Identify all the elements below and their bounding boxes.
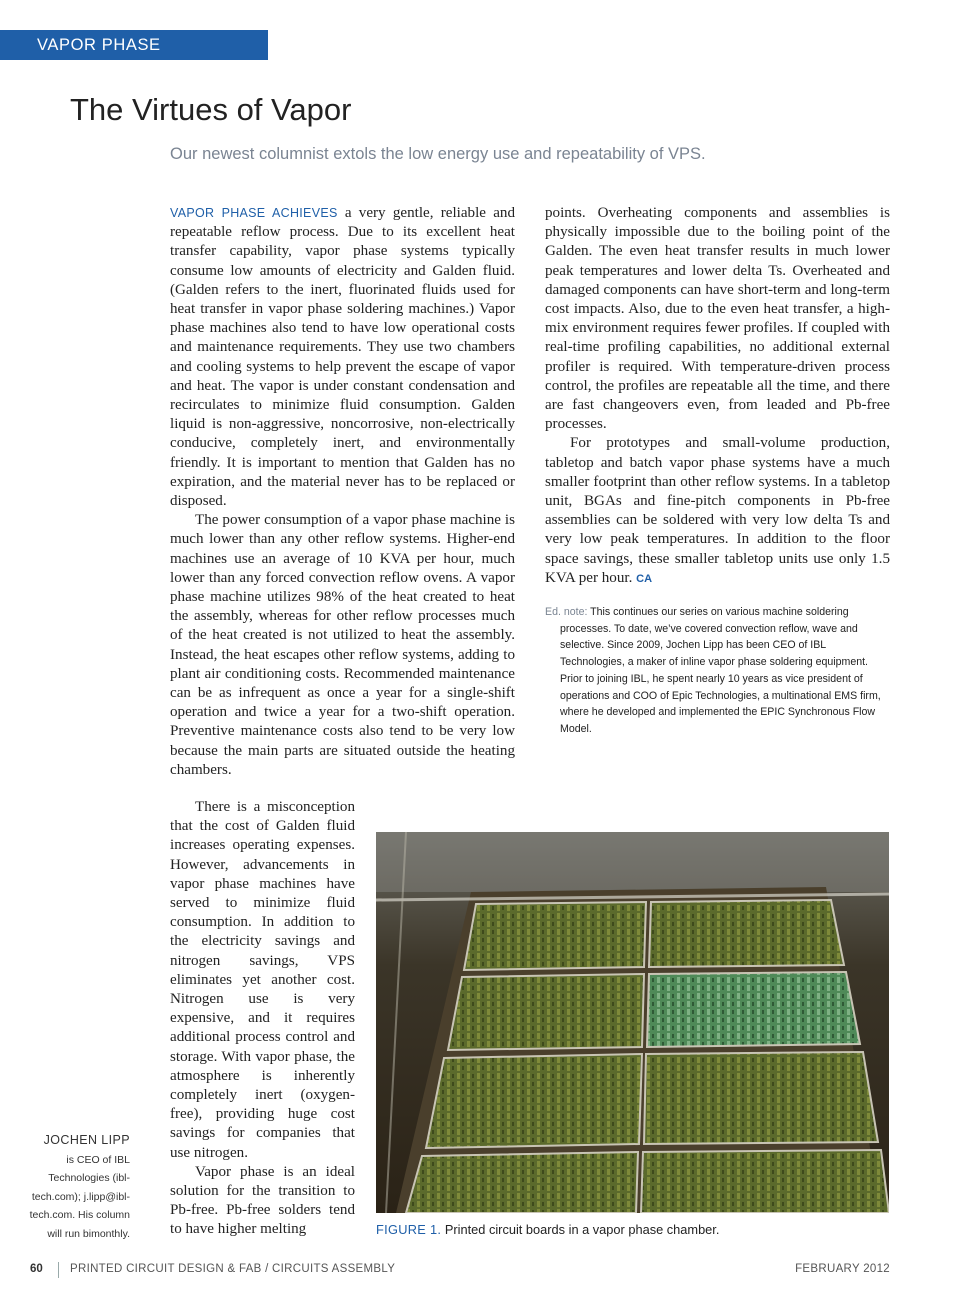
figure-caption-text: Printed circuit boards in a vapor phase chamber.: [444, 1222, 720, 1237]
lead-in: VAPOR PHASE ACHIEVES: [170, 206, 338, 220]
article-title: The Virtues of Vapor: [70, 92, 352, 127]
publication-name: PRINTED CIRCUIT DESIGN & FAB / CIRCUITS ASSEMBLY: [70, 1263, 396, 1275]
paragraph-6-text: For prototypes and small-volume production, tabletop and batch vapor phase systems have a much smaller footprint than other reflow systems. In a tabletop unit, BGAs and fine-pitch components in Pb-free assemblies can be soldered with very low delta Ts and very low peak temperatures. In addition to the floor space savings, these smaller tabletop units use only 1.5 KVA per hour.: [545, 435, 890, 586]
figure-photo: [376, 832, 889, 1213]
article-deck: Our newest columnist extols the low energy use and repeatability of VPS.: [170, 145, 706, 163]
author-bio: [20, 1131, 130, 1243]
editor-note-label: Ed. note:: [545, 606, 588, 618]
paragraph-1-text: a very gentle, reliable and repeatable reflow process. Due to its excellent heat transfer capability, vapor phase systems typically consume low amounts of electricity and Galden fluid. (Galden refers to the inert, fluorinated fluids used for heat transfer in vapor phase soldering machines.) Vapor phase machines also tend to have low operational costs and maintenance requirements. They use two chambers and cooling systems to help prevent the escape of vapor and heat. The vapor is under constant condensation and recirculates to minimize fluid consumption. Galden liquid is non-aggressive, noncorrosive, non-electrically conducive, completely inert, and environmentally friendly. It is important to mention that Galden has no expiration, and the material never has to be replaced or disposed.: [170, 205, 515, 510]
figure-caption: [376, 1222, 719, 1237]
paragraph-3: There is a misconception that the cost of Galden fluid increases operating expenses. However, advancements in vapor phase machines have served to minimize fluid consumption. In addition to the electricity savings and nitrogen savings, VPS eliminates yet another cost. Nitrogen use is very expensive, and it requires additional process control and storage. With vapor phase, the atmosphere is inherently completely inert (oxygen-free), providing huge cost savings for companies that use nitrogen.: [170, 799, 355, 1161]
column-1-narrow: [170, 798, 355, 1240]
footer-divider: [58, 1262, 59, 1278]
column-1: [170, 204, 515, 780]
section-tag: VAPOR PHASE SOLDERING: [0, 30, 268, 60]
page-number: 60: [30, 1263, 43, 1275]
author-name: JOCHEN LIPP: [43, 1133, 130, 1147]
author-bio-text: is CEO of IBL Technologies (ibl-tech.com); j.lipp@ibl-tech.com. His column will run bimonthly.: [29, 1153, 130, 1240]
editor-note-text: This continues our series on various machine soldering processes. To date, we’ve covered convection reflow, wave and selective. Since 2009, Jochen Lipp has been CEO of IBL Technologies, a maker of inline vapor phase soldering equipment. Prior to joining IBL, he spent nearly 10 years as vice president of operations and COO of Epic Technologies, a multinational EMS firm, where he developed and implemented the EPIC Synchronous Flow Model.: [560, 606, 881, 735]
issue-date: FEBRUARY 2012: [795, 1263, 890, 1275]
pcb-chamber-image: [376, 832, 889, 1213]
paragraph-4: Vapor phase is an ideal solution for the transition to Pb-free. Pb-free solders tend to have higher melting: [170, 1163, 355, 1238]
paragraph-5: points. Overheating components and assemblies is physically impossible due to the boiling point of the Galden. The even heat transfer results in much lower peak temperatures and lower delta Ts. Overheated and damaged components can have short-term and long-term cost impacts. Also, due to the even heat transfer, a high-mix environment requires fewer profiles. If coupled with real-time profiling capabilities, no additional external profiler is required. With temperature-driven process control, the profiles are repeatable all the time, and there are fast changeovers even, from leaded and Pb-free processes.: [545, 205, 890, 433]
figure-label: FIGURE 1.: [376, 1222, 442, 1237]
column-2: [545, 204, 890, 589]
end-mark: CA: [636, 572, 653, 585]
paragraph-6: [545, 434, 890, 589]
paragraph-2: The power consumption of a vapor phase machine is much lower than any other reflow systems. Higher-end machines use an average of 10 KVA per hour, much lower than any forced convection reflow ovens. A vapor phase machine utilizes 98% of the heat created to heat the assembly, whereas for other reflow processes much of the heat created is not utilized to heat the assembly. Instead, the heat escapes other reflow systems, adding to plant air conditioning costs. Recommended maintenance can be as infrequent as once a year for a single-shift operation and twice a year for a two-shift operation. Preventive maintenance costs also tend to be very low because the main parts are situated outside the heating chambers.: [170, 512, 515, 778]
editor-note: [545, 604, 890, 738]
paragraph-1: [170, 204, 515, 511]
